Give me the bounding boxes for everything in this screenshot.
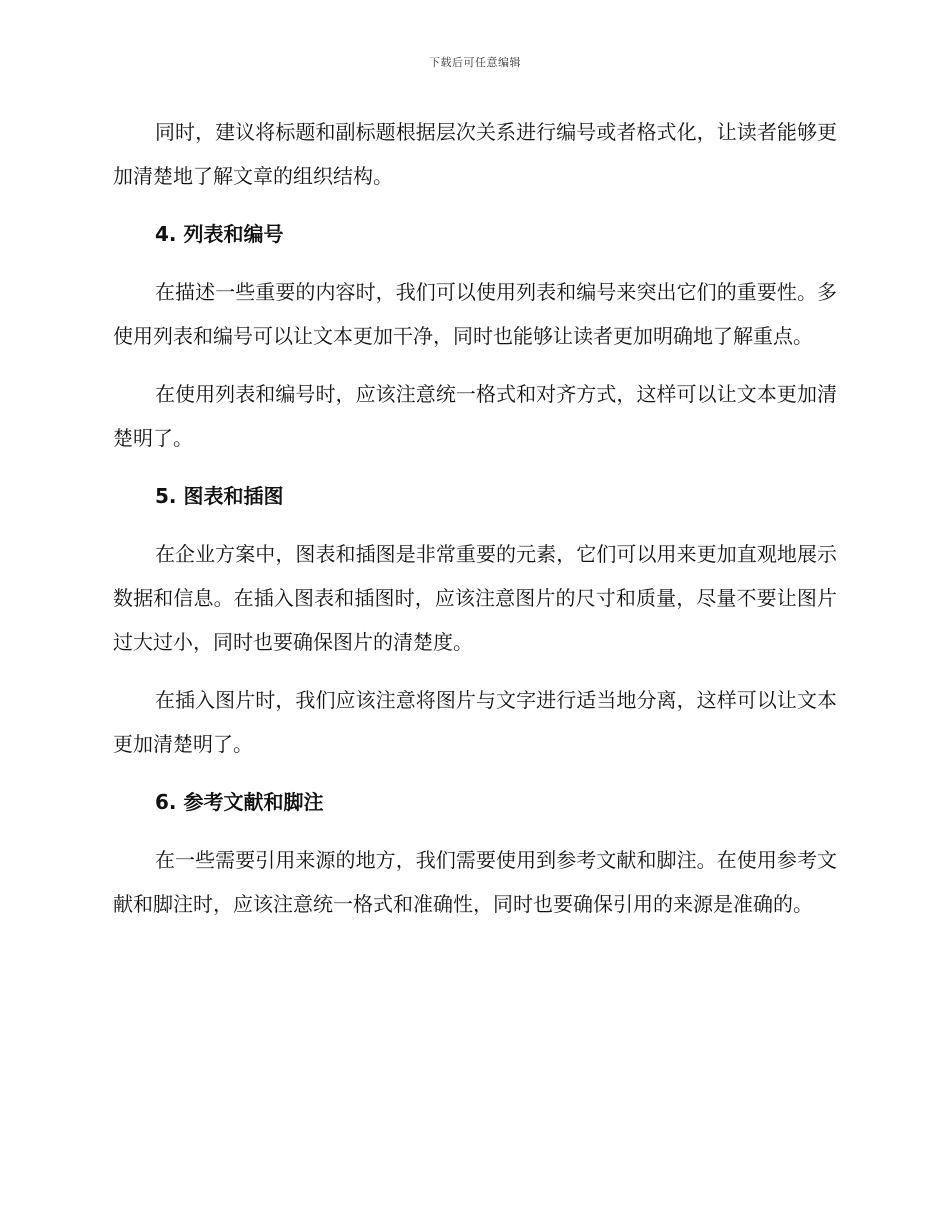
paragraph-lists-importance: 在描述一些重要的内容时，我们可以使用列表和编号来突出它们的重要性。多使用列表和编号可以让文本更加干净，同时也能够让读者更加明确地了解重点。 [113, 280, 837, 348]
section-heading-references: 6. 参考文献和脚注 [155, 790, 324, 814]
document-body [113, 110, 837, 940]
paragraph-figures-separation: 在插入图片时，我们应该注意将图片与文字进行适当地分离，这样可以让文本更加清楚明了。 [113, 688, 837, 756]
paragraph-lists-format: 在使用列表和编号时，应该注意统一格式和对齐方式，这样可以让文本更加清楚明了。 [113, 382, 837, 450]
section-heading-figures: 5. 图表和插图 [155, 484, 284, 508]
page-header: 下载后可任意编辑 [429, 56, 521, 69]
paragraph-heading-numbering: 同时，建议将标题和副标题根据层次关系进行编号或者格式化，让读者能够更加清楚地了解文章的组织结构。 [113, 120, 837, 188]
section-heading-lists: 4. 列表和编号 [155, 222, 284, 246]
paragraph-figures-importance: 在企业方案中，图表和插图是非常重要的元素，它们可以用来更加直观地展示数据和信息。在插入图表和插图时，应该注意图片的尺寸和质量，尽量不要让图片过大过小，同时也要确保图片的清楚度。 [113, 542, 837, 654]
paragraph-references: 在一些需要引用来源的地方，我们需要使用到参考文献和脚注。在使用参考文献和脚注时，应该注意统一格式和准确性，同时也要确保引用的来源是准确的。 [113, 848, 837, 916]
